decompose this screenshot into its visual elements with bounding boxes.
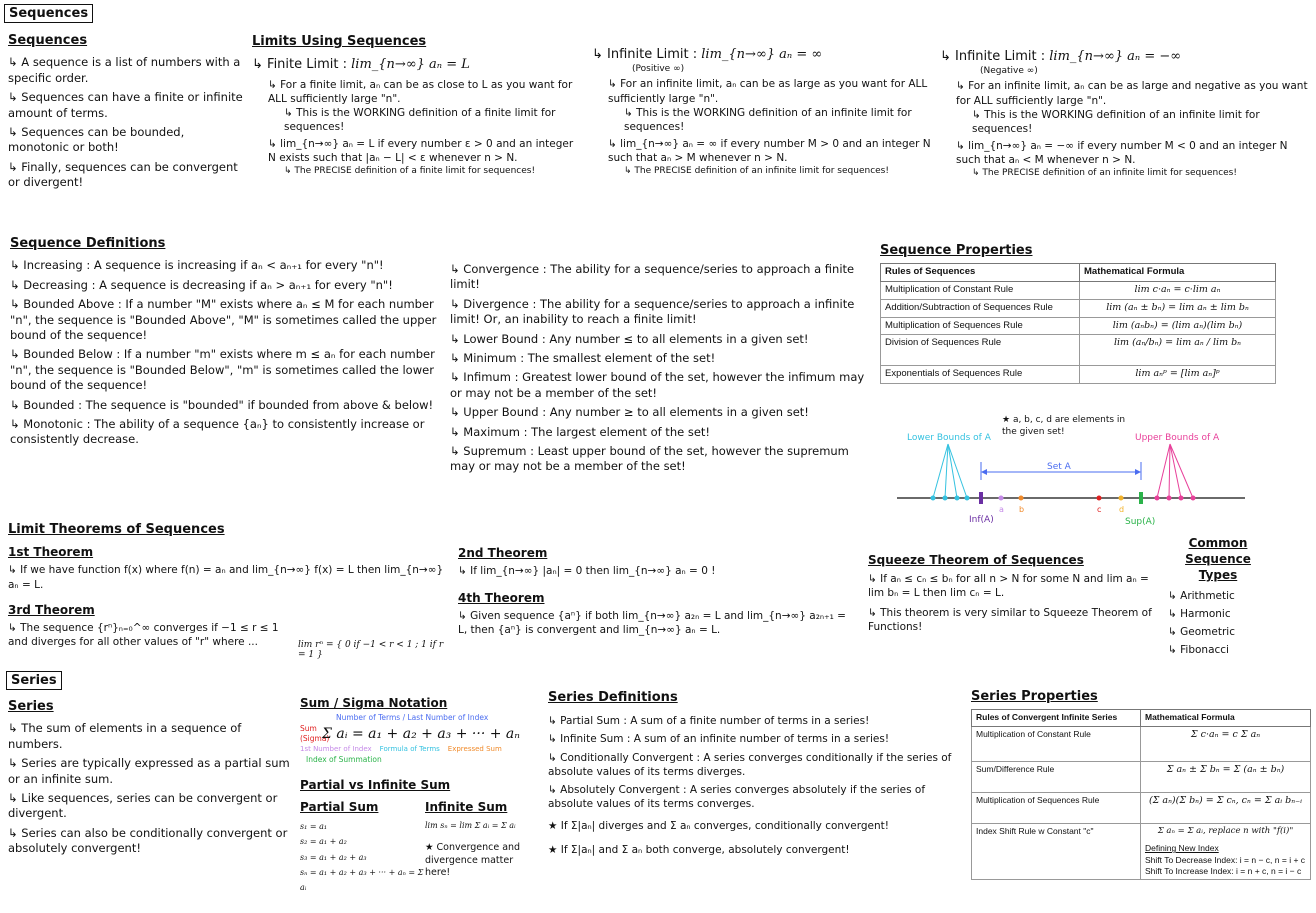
def-decreasing: ↳ Decreasing : A sequence is decreasing if aₙ > aₙ₊₁ for every "n"! <box>10 277 393 292</box>
page-title: Sequences <box>4 4 93 23</box>
sigma-number-label: Number of Terms / Last Number of Index <box>336 713 489 723</box>
neg-inf-block <box>940 48 1310 179</box>
finite-limit-block <box>252 33 582 177</box>
def-convergence: ↳ Convergence : The ability for a sequence/series to approach a finite limit! <box>450 262 855 292</box>
theorem2: ↳ If lim_{n→∞} |aₙ| = 0 then lim_{n→∞} aₙ = 0 ! <box>458 565 716 578</box>
intro-item: ↳ Sequences can have a finite or infinite amount of terms. <box>8 90 243 120</box>
neg-inf-l3: ↳ lim_{n→∞} aₙ = −∞ if every number M < 0 and an integer N such that aₙ < M whenever n > N. <box>956 139 1288 166</box>
common-item: ↳ Harmonic <box>1168 608 1231 621</box>
series-defs-heading: Series Definitions <box>548 690 678 705</box>
series-props-heading: Series Properties <box>971 689 1098 704</box>
neg-inf-l1: ↳ For an infinite limit, aₙ can be as large and negative as you want for ALL sufficiently large "n". <box>956 80 1308 107</box>
series-title: Series <box>6 671 62 690</box>
lower-bounds-label: Lower Bounds of A <box>907 433 991 443</box>
finite-l4: ↳ The PRECISE definition of a finite limit for sequences! <box>284 166 536 177</box>
squeeze-l2: ↳ This theorem is very similar to Squeeze Theorem of Functions! <box>868 607 1152 634</box>
series-item: ↳ Series can also be conditionally convergent or absolutely convergent! <box>8 825 288 856</box>
sup-label: Sup(A) <box>1125 517 1156 527</box>
limit-theorems-heading: Limit Theorems of Sequences <box>8 522 225 537</box>
sup-marker <box>1139 492 1143 504</box>
table-row: Index Shift Rule w Constant "c" Σ aₙ = Σ aᵢ, replace n with "f(i)" Defining New Index Shift To Decrease Index: i = n − c, n = i + c Shift To Increase Index: i = n + c, n = i − c <box>972 823 1311 880</box>
series-item: ↳ Like sequences, series can be convergent or divergent. <box>8 791 278 821</box>
theorem4: ↳ Given sequence {aⁿ} if both lim_{n→∞} a₂ₙ = L and lim_{n→∞} a₂ₙ₊₁ = L, then {aⁿ} is convergent and lim_{n→∞} aₙ = L. <box>458 610 846 637</box>
partial-vs-infinite <box>300 777 540 895</box>
def-bounded: ↳ Bounded : The sequence is "bounded" if bounded from above & below! <box>10 397 434 412</box>
series-props <box>971 688 1311 880</box>
sigma-formula: Σ aᵢ = a₁ + a₂ + a₃ + ··· + aₙ <box>322 725 520 742</box>
seq-props-heading: Sequence Properties <box>880 243 1033 258</box>
table-row: Multiplication of Constant Rule Σ c·aₙ = c Σ aₙ <box>972 726 1311 761</box>
table-row: Sum/Difference Rule Σ aₙ ± Σ bₙ = Σ (aₙ ± bₙ) <box>972 761 1311 792</box>
def-conditional: ↳ Conditionally Convergent : A series converges conditionally if the series of absolute values of its terms diverges. <box>548 751 952 778</box>
neg-inf-sub: (Negative ∞) <box>980 66 1038 77</box>
svg-text:d: d <box>1119 505 1125 514</box>
theorem3-formula: lim rⁿ = { 0 if −1 < r < 1 ; 1 if r = 1 } <box>298 640 444 660</box>
def-minimum: ↳ Minimum : The smallest element of the set! <box>450 351 716 366</box>
seq-props <box>880 242 1280 384</box>
table-row: Exponentials of Sequences Rule lim aₙᵖ = [lim aₙ]ᵖ <box>881 366 1276 384</box>
sigma-heading: Sum / Sigma Notation <box>300 696 448 710</box>
new-index-heading: Defining New Index <box>1145 843 1219 854</box>
def-partial-sum: ↳ Partial Sum : A sum of a finite number of terms in a series! <box>548 715 870 728</box>
theorems-right <box>458 545 858 637</box>
theorem3-heading: 3rd Theorem <box>8 602 95 617</box>
limit-theorems <box>8 521 448 649</box>
point-d <box>1119 496 1124 501</box>
bounds-diagram <box>895 428 1250 528</box>
pos-inf-block <box>592 46 932 177</box>
theorem2-heading: 2nd Theorem <box>458 546 548 560</box>
seq-props-table <box>880 263 1276 384</box>
point-a <box>999 496 1004 501</box>
pos-inf-title: ↳ Infinite Limit : lim_{n→∞} aₙ = ∞ <box>592 47 823 62</box>
finite-l2: ↳ This is the WORKING definition of a finite limit for sequences! <box>284 106 556 133</box>
upper-bounds-label: Upper Bounds of A <box>1135 433 1220 443</box>
series-star2: ★ If Σ|aₙ| and Σ aₙ both converge, absolutely convergent! <box>548 843 850 856</box>
def-infimum: ↳ Infimum : Greatest lower bound of the set, however the infimum may or may not be a member of the set! <box>450 370 865 400</box>
def-divergence: ↳ Divergence : The ability for a sequence/series to approach a infinite limit! Or, an inability to reach a finite limit! <box>450 296 855 327</box>
point-b <box>1019 496 1024 501</box>
partial-heading: Partial Sum <box>300 800 379 815</box>
theorem3: ↳ The sequence {rⁿ}ₙ₌₀^∞ converges if −1 ≤ r ≤ 1 and diverges for all other values of "r" where ... <box>8 621 279 648</box>
lower-fan <box>933 444 967 498</box>
finite-l3: ↳ lim_{n→∞} aₙ = L if every number ε > 0 and an integer N exists such that |aₙ − L| < ε whenever n > N. <box>268 138 574 165</box>
pos-inf-l2: ↳ This is the WORKING definition of an infinite limit for sequences! <box>624 106 912 133</box>
theorem1: ↳ If we have function f(x) where f(n) = aₙ and lim_{n→∞} f(x) = L then lim_{n→∞} aₙ = L. <box>8 564 444 591</box>
pos-inf-l4: ↳ The PRECISE definition of an infinite limit for sequences! <box>624 165 889 176</box>
sigma-index-label: Index of Summation <box>306 754 382 764</box>
shift-increase: Shift To Increase Index: i = n + c, n = i − c <box>1145 865 1302 876</box>
infinite-formula: lim sₙ = lim Σ aᵢ = Σ aᵢ <box>425 821 516 831</box>
svg-text:b: b <box>1019 505 1025 514</box>
point-c <box>1097 496 1102 501</box>
table-row: Multiplication of Sequences Rule lim (aₙbₙ) = (lim aₙ)(lim bₙ) <box>881 317 1276 335</box>
theorem1-heading: 1st Theorem <box>8 545 94 560</box>
series-intro <box>8 698 293 861</box>
pos-inf-l3: ↳ lim_{n→∞} aₙ = ∞ if every number M > 0 and an integer N such that aₙ > M whenever n > N. <box>608 137 931 164</box>
def-bounded-above: ↳ Bounded Above : If a number "M" exists where aₙ ≤ M for each number "n", the sequence is "Bounded Above", "M" is sometimes called the upper bound of the sequence! <box>10 297 437 343</box>
col-formula: Mathematical Formula <box>1141 710 1311 726</box>
sigma-notation <box>300 695 540 765</box>
table-row: Multiplication of Sequences Rule (Σ aₙ)(Σ bₙ) = Σ cₙ, cₙ = Σ aᵢ bₙ₋ᵢ <box>972 792 1311 823</box>
intro-item: ↳ A sequence is a list of numbers with a specific order. <box>8 55 241 85</box>
infinite-heading: Infinite Sum <box>425 800 508 815</box>
col-rules: Rules of Convergent Infinite Series <box>972 710 1141 726</box>
def-infinite-sum: ↳ Infinite Sum : A sum of an infinite number of terms in a series! <box>548 733 890 746</box>
def-monotonic: ↳ Monotonic : The ability of a sequence {aₙ} to consistently increase or consistently decrease. <box>10 417 425 447</box>
series-star1: ★ If Σ|aₙ| diverges and Σ aₙ converges, conditionally convergent! <box>548 819 889 832</box>
squeeze-theorem <box>868 552 1158 634</box>
def-supremum: ↳ Supremum : Least upper bound of the set, however the supremum may or may not be a member of the set! <box>450 444 849 474</box>
def-bounded-below: ↳ Bounded Below : If a number "m" exists where m ≤ aₙ for each number "n", the sequence is "Bounded Below", "m" is sometimes called the lower bound of the sequence! <box>10 347 435 393</box>
sequences-intro <box>8 32 243 195</box>
limits-heading: Limits Using Sequences <box>252 34 427 49</box>
partial-s1: s₁ = a₁ <box>300 822 328 832</box>
squeeze-heading: Squeeze Theorem of Sequences <box>868 553 1084 567</box>
col-rules: Rules of Sequences <box>881 264 1080 282</box>
partial-sn: sₙ = a₁ + a₂ + a₃ + ··· + aₙ = Σ aᵢ <box>300 867 424 892</box>
sigma-expr-label: Expressed Sum <box>447 745 502 754</box>
pos-inf-sub: (Positive ∞) <box>632 64 685 75</box>
intro-item: ↳ Finally, sequences can be convergent or divergent! <box>8 159 238 190</box>
col-formula: Mathematical Formula <box>1080 264 1276 282</box>
inf-marker <box>979 492 983 504</box>
sigma-formula-label: Formula of Terms <box>379 745 440 754</box>
common-heading: Common Sequence Types <box>1185 536 1251 583</box>
series-props-table <box>971 709 1311 880</box>
common-item: ↳ Arithmetic <box>1168 590 1235 603</box>
table-row: Multiplication of Constant Rule lim c·aₙ = c·lim aₙ <box>881 282 1276 300</box>
series-item: ↳ The sum of elements in a sequence of numbers. <box>8 721 242 751</box>
index-shift-formula: Σ aₙ = Σ aᵢ, replace n with "f(i)" <box>1157 825 1294 836</box>
common-item: ↳ Geometric <box>1168 626 1235 639</box>
sigma-first-label: 1st Number of Index <box>300 745 372 754</box>
neg-inf-title: ↳ Infinite Limit : lim_{n→∞} aₙ = −∞ <box>940 49 1182 64</box>
neg-inf-l4: ↳ The PRECISE definition of an infinite limit for sequences! <box>972 167 1237 178</box>
seq-defs-heading: Sequence Definitions <box>10 236 166 251</box>
seq-defs-right <box>450 262 870 479</box>
def-lower-bound: ↳ Lower Bound : Any number ≤ to all elements in a given set! <box>450 331 809 346</box>
pvi-heading: Partial vs Infinite Sum <box>300 778 451 792</box>
common-types <box>1168 535 1268 661</box>
pos-inf-l1: ↳ For an infinite limit, aₙ can be as large as you want for ALL sufficiently large "n". <box>608 78 928 105</box>
diagram-note: ★ a, b, c, d are elements in the given set! <box>1002 415 1126 438</box>
series-defs <box>548 689 966 861</box>
table-row: Addition/Subtraction of Sequences Rule lim (aₙ ± bₙ) = lim aₙ ± lim bₙ <box>881 299 1276 317</box>
series-heading: Series <box>8 699 54 714</box>
seq-defs-left <box>10 235 440 452</box>
finite-l1: ↳ For a finite limit, aₙ can be as close to L as you want for ALL sufficiently large "n". <box>268 78 573 105</box>
series-item: ↳ Series are typically expressed as a partial sum or an infinite sum. <box>8 756 290 786</box>
set-label: Set A <box>1047 462 1071 472</box>
squeeze-l1: ↳ If aₙ ≤ cₙ ≤ bₙ for all n > N for some N and lim aₙ = lim bₙ = L then lim cₙ = L. <box>868 573 1149 600</box>
neg-inf-l2: ↳ This is the WORKING definition of an infinite limit for sequences! <box>972 108 1260 135</box>
finite-limit-title: ↳ Finite Limit : lim_{n→∞} aₙ = L <box>252 57 470 73</box>
svg-text:a: a <box>999 505 1004 514</box>
def-maximum: ↳ Maximum : The largest element of the set! <box>450 424 711 439</box>
def-absolute: ↳ Absolutely Convergent : A series converges absolutely if the series of absolute values of its terms converges. <box>548 783 926 810</box>
intro-item: ↳ Sequences can be bounded, monotonic or both! <box>8 125 185 155</box>
def-upper-bound: ↳ Upper Bound : Any number ≥ to all elements in a given set! <box>450 405 809 420</box>
shift-decrease: Shift To Decrease Index: i = n − c, n = i + c <box>1145 854 1306 865</box>
def-increasing: ↳ Increasing : A sequence is increasing if aₙ < aₙ₊₁ for every "n"! <box>10 258 384 273</box>
table-row: Division of Sequences Rule lim (aₙ/bₙ) = lim aₙ / lim bₙ <box>881 335 1276 366</box>
partial-s3: s₃ = a₁ + a₂ + a₃ <box>300 852 367 862</box>
upper-fan <box>1157 444 1193 498</box>
common-item: ↳ Fibonacci <box>1168 644 1229 657</box>
svg-text:c: c <box>1097 505 1102 514</box>
sequences-heading: Sequences <box>8 33 88 48</box>
inf-label: Inf(A) <box>969 515 994 525</box>
partial-s2: s₂ = a₁ + a₂ <box>300 837 347 847</box>
theorem4-heading: 4th Theorem <box>458 591 545 606</box>
sigma-sum-label: Sum (Sigma) <box>300 724 330 744</box>
pvi-note: ★ Convergence and divergence matter here! <box>425 841 521 879</box>
